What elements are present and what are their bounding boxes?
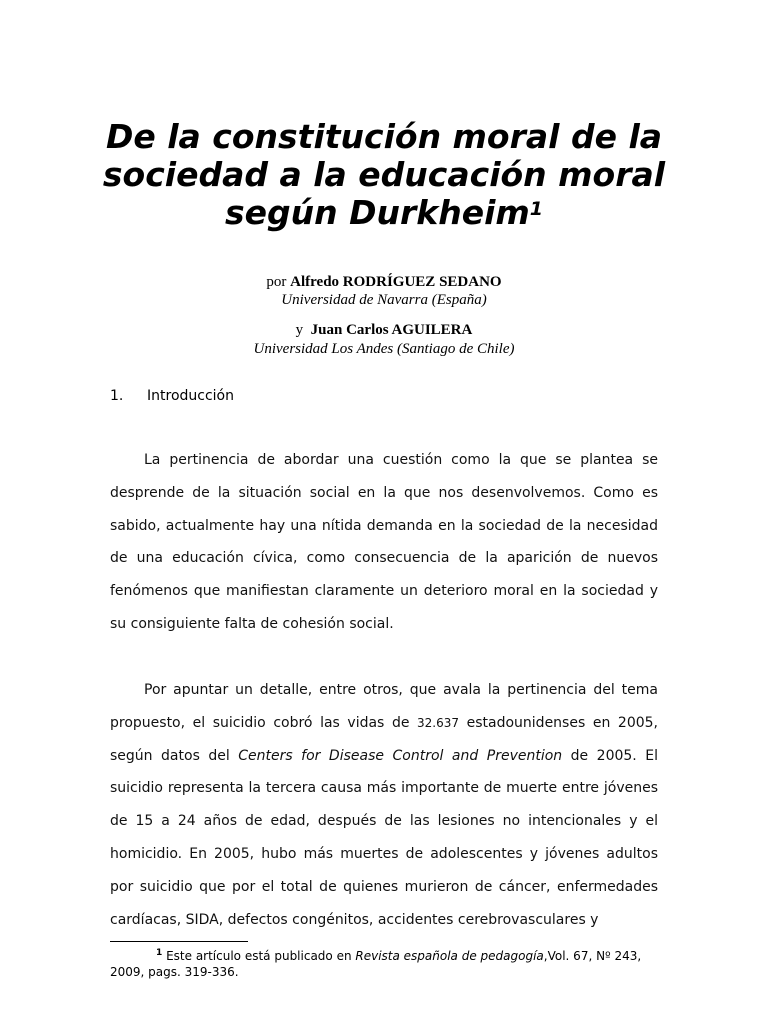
author-prefix: por — [266, 274, 287, 290]
footnote-text-a: Este artículo está publicado en — [162, 949, 356, 963]
section-heading — [110, 388, 234, 404]
author-name: Juan Carlos AGUILERA — [310, 322, 473, 338]
author-byline-1 — [0, 274, 768, 291]
author-prefix: y — [295, 322, 304, 338]
author-name: Alfredo RODRÍGUEZ SEDANO — [290, 274, 502, 290]
footnote-separator — [110, 941, 248, 942]
author-byline-2 — [0, 322, 768, 339]
footnote-text-b: ,Vol. 67, Nº 243, 2009, pags. 319-336. — [110, 949, 642, 979]
footnote-mark: 1 — [156, 948, 163, 958]
paragraph-2-text-c: de 2005. El suicidio representa la tercera causa más importante de muerte entre jóvenes de 15 a 24 años de edad, después de las lesiones no intencionales y el homicidio. En 2005, hubo más muertes de adolescentes y jóvenes adultos por suicidio que por el total de quienes murieron de cáncer, enfermedades cardíacas, SIDA, defectos congénitos, accidentes cerebrovasculares y — [110, 747, 658, 928]
paragraph-2-text-a: Por apuntar un detalle, entre otros, que avala la pertinencia del tema propuesto, el suicidio cobró las vidas de — [110, 682, 658, 731]
article-title-text: De la constitución moral de la sociedad a la educación moral según Durkheim — [102, 117, 666, 232]
section-title: Introducción — [147, 388, 234, 404]
footnote — [110, 945, 660, 980]
paragraph-2-text-b: estadounidenses en 2005, según datos del — [110, 714, 658, 764]
title-footnote-mark[interactable]: 1 — [529, 198, 544, 220]
paragraph-1: La pertinencia de abordar una cuestión como la que se plantea se desprende de la situación social en la que nos desenvolvemos. Como es sabido, actualmente hay una nítida demanda en la sociedad de la necesidad de una educación cívica, como consecuencia de la aparición de nuevos fenómenos que manifiestan claramente un deterioro moral en la sociedad y su consiguiente falta de cohesión social. — [110, 452, 658, 632]
author-affiliation-1: Universidad de Navarra (España) — [281, 292, 487, 308]
paragraph-2 — [110, 674, 658, 936]
article-title — [100, 118, 668, 232]
section-number: 1. — [110, 388, 124, 404]
statistic-number: 32.637 — [417, 715, 460, 730]
author-affiliation-2: Universidad Los Andes (Santiago de Chile) — [253, 341, 515, 357]
source-name: Centers for Disease Control and Prevention — [238, 747, 563, 764]
footnote-journal: Revista española de pedagogía — [355, 949, 544, 963]
